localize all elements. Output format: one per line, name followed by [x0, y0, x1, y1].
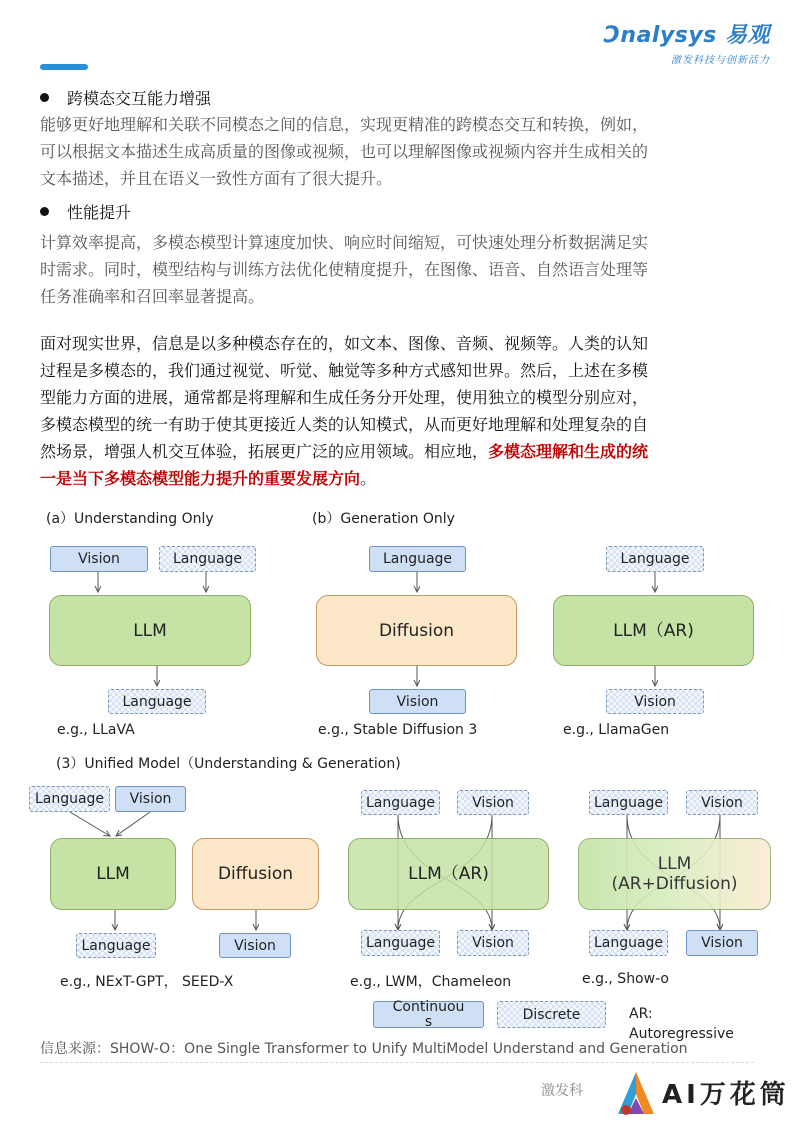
caption-generation: (b）Generation Only [312, 511, 455, 527]
ai-wanhuatong-logo [614, 1068, 790, 1118]
footer-text: 激发科 [541, 1083, 583, 1099]
diffusion-block: Diffusion [316, 595, 517, 666]
footer-divider [40, 1062, 754, 1063]
logo-text: AI万花筒 [662, 1080, 790, 1110]
vision-token: Vision [457, 930, 529, 956]
text-line: 时需求。同时，模型结构与训练方法优化使精度提升，在图像、语音、自然语言处理等 [40, 260, 649, 279]
llm-ar-diffusion-block [578, 838, 771, 910]
vision-token: Vision [115, 786, 186, 812]
legend-continuous [373, 998, 484, 1030]
section-title: 跨模态交互能力增强 [67, 89, 212, 108]
vision-token: Vision [457, 790, 529, 815]
caption-unified: (3）Unified Model（Understanding & Generation) [56, 756, 401, 772]
legend-discrete: Discrete [497, 1001, 606, 1028]
diffusion-block: Diffusion [192, 838, 319, 910]
caption-understanding: (a）Understanding Only [46, 511, 214, 527]
logo-mark-icon [614, 1068, 658, 1118]
example-label: e.g., Show-o [582, 971, 669, 987]
text-line: 面对现实世界，信息是以多种模态存在的，如文本、图像、音频、视频等。人类的认知 [40, 334, 649, 353]
text-line: 计算效率提高，多模态模型计算速度加快、响应时间缩短，可快速处理分析数据满足实 [40, 233, 649, 252]
arrow [70, 812, 110, 836]
llm-block: LLM [50, 838, 176, 910]
llm-ar-block: LLM（AR) [553, 595, 754, 666]
analysys-logo: Ͻnalysys 易观 [603, 23, 770, 48]
example-label: e.g., Stable Diffusion 3 [318, 722, 478, 738]
text-line: 能够更好地理解和关联不同模态之间的信息，实现更精准的跨模态交互和转换，例如， [40, 115, 649, 134]
vision-token: Vision [219, 933, 291, 958]
text-line: 文本描述，并且在语义一致性方面有了很大提升。 [40, 169, 393, 188]
legend-label: AR: [629, 1006, 653, 1022]
brand-tagline: 激发科技与创新活力 [671, 55, 770, 66]
language-token: Language [606, 546, 704, 572]
highlight-text: 一是当下多模态模型能力提升的重要发展方向 [40, 469, 361, 488]
example-label: e.g., LWM，Chameleon [350, 974, 512, 990]
language-token: Language [369, 546, 466, 572]
example-label: e.g., LLaVA [57, 722, 135, 738]
vision-token: Vision [686, 790, 758, 815]
source-note: 信息来源：SHOW-O：One Single Transformer to Unify MultiModel Understand and Generation [40, 1041, 688, 1057]
text-line: 任务准确率和召回率显著提高。 [40, 287, 265, 306]
block-label: LLM [657, 854, 692, 874]
example-label: e.g., NExT-GPT， SEED-X [60, 974, 234, 990]
example-label: e.g., LlamaGen [563, 722, 670, 738]
section-title: 性能提升 [67, 203, 132, 222]
text-plain: 然场景，增强人机交互体验，拓展更广泛的应用领域。相应地， [40, 442, 489, 461]
legend-label: Autoregressive [629, 1026, 734, 1042]
text-line: 型能力方面的进展，通常都是将理解和生成任务分开处理，使用独立的模型分别应对， [40, 388, 649, 407]
language-token: Language [29, 786, 110, 812]
legend-label: s [424, 1013, 433, 1030]
language-token: Language [108, 689, 206, 714]
language-token: Language [159, 546, 256, 572]
vision-token: Vision [686, 930, 758, 956]
legend-ar [629, 1004, 734, 1044]
arrow [116, 812, 150, 836]
vision-token: Vision [369, 689, 466, 714]
legend-label: Continuou [392, 998, 465, 1015]
text-line: 过程是多模态的，我们通过视觉、听觉、触觉等多种方式感知世界。然后，上述在多模 [40, 361, 649, 380]
text-line: 多模态模型的统一有助于使其更接近人类的认知模式，从而更好地理解和处理复杂的自 [40, 415, 649, 434]
language-token: Language [361, 790, 440, 815]
language-token: Language [589, 930, 668, 956]
text-line: 可以根据文本描述生成高质量的图像或视频，也可以理解图像或视频内容并生成相关的 [40, 142, 649, 161]
language-token: Language [589, 790, 668, 815]
llm-ar-block: LLM（AR) [348, 838, 549, 910]
vision-token: Vision [606, 689, 704, 714]
block-label: (AR+Diffusion) [611, 874, 738, 894]
language-token: Language [76, 933, 156, 958]
text-plain: 。 [360, 469, 377, 488]
language-token: Language [361, 930, 440, 956]
vision-token: Vision [50, 546, 148, 572]
llm-block: LLM [49, 595, 251, 666]
highlight-text: 多模态理解和生成的统 [488, 442, 649, 461]
